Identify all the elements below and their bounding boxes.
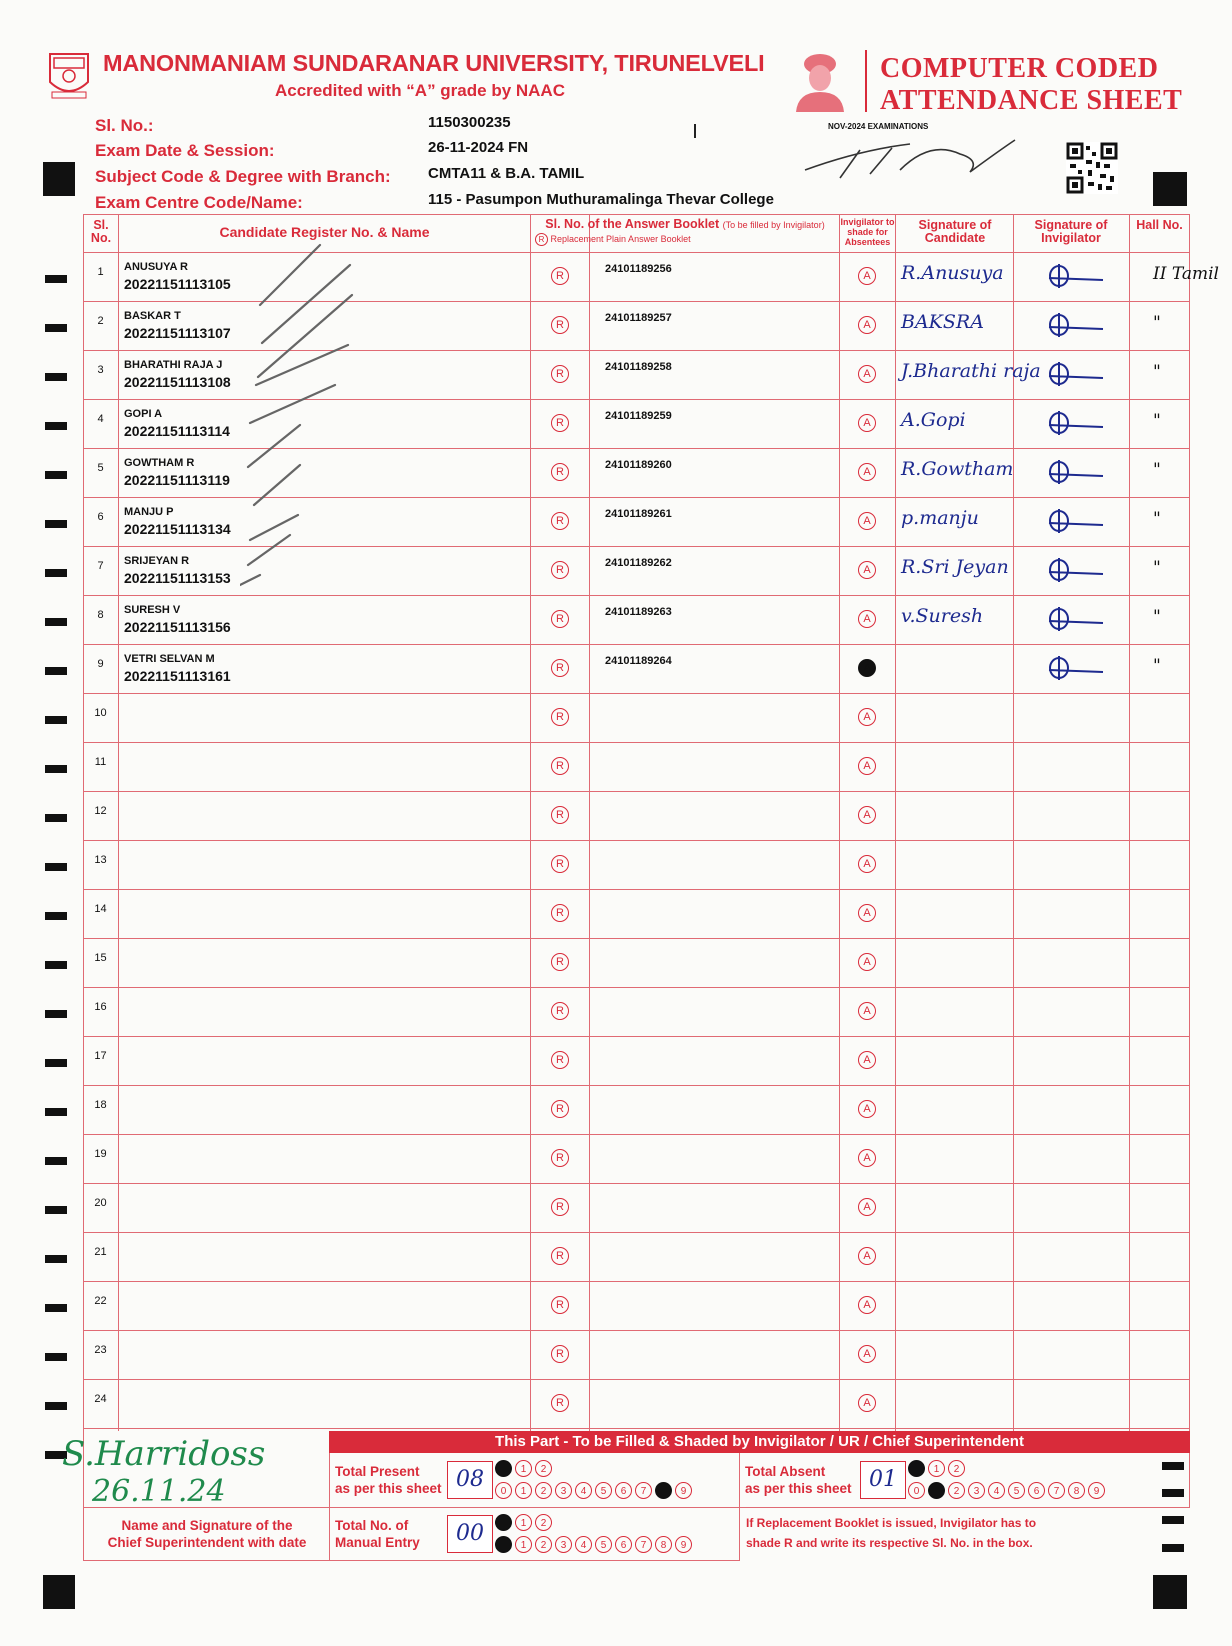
digit-bubble[interactable] <box>928 1482 945 1499</box>
row-sl-no: 12 <box>94 805 107 817</box>
exam-period: NOV-2024 EXAMINATIONS <box>828 122 929 131</box>
invigilator-signature <box>1043 311 1113 344</box>
hall-number: " <box>1153 411 1161 431</box>
digit-bubble[interactable]: 4 <box>575 1536 592 1553</box>
absent-bubble[interactable]: A <box>858 512 876 530</box>
corner-marker-bottom-left <box>43 1575 75 1609</box>
booklet-number: 24101189263 <box>605 606 672 618</box>
table-row <box>83 938 1190 987</box>
digit-bubble[interactable]: 0 <box>908 1482 925 1499</box>
subject-label: Subject Code & Degree with Branch: <box>95 167 391 186</box>
absent-bubble[interactable]: A <box>858 365 876 383</box>
replacement-bubble[interactable]: R <box>551 463 569 481</box>
table-row <box>83 889 1190 938</box>
subject-value: CMTA11 & B.A. TAMIL <box>428 165 585 182</box>
absent-bubble[interactable]: A <box>858 561 876 579</box>
manual-entry-label: Total No. of Manual Entry <box>335 1518 420 1550</box>
booklet-number: 24101189256 <box>605 263 672 275</box>
corner-marker-bottom-right <box>1153 1575 1187 1609</box>
hall-number: II Tamil <box>1153 264 1219 284</box>
replacement-bubble[interactable]: R <box>551 659 569 677</box>
replacement-note: If Replacement Booklet is issued, Invigilator has to shade R and write its respective Sl. No. in the box. <box>746 1516 1037 1550</box>
timing-mark <box>45 1353 67 1361</box>
hall-number: " <box>1153 509 1161 529</box>
replacement-bubble[interactable]: R <box>551 561 569 579</box>
timing-mark <box>45 324 67 332</box>
pencil-strokes <box>240 235 370 620</box>
candidate-name: SURESH V <box>124 604 181 616</box>
chief-signature: S.Harridoss <box>62 1434 266 1474</box>
candidate-signature: p.manju <box>901 507 979 529</box>
invigilator-signature <box>1043 409 1113 442</box>
candidate-name: GOPI A <box>124 408 163 420</box>
replacement-bubble[interactable]: R <box>551 1100 569 1118</box>
header-sl-no: Sl. No. <box>90 218 112 245</box>
digit-bubble[interactable]: 7 <box>635 1482 652 1499</box>
row-sl-no: 17 <box>94 1050 107 1062</box>
absent-bubble[interactable]: A <box>858 267 876 285</box>
chief-date: 26.11.24 <box>92 1474 226 1509</box>
digit-bubble[interactable] <box>495 1460 512 1477</box>
timing-mark <box>45 912 67 920</box>
tick-mark <box>694 124 696 138</box>
timing-mark <box>45 765 67 773</box>
digit-bubble[interactable]: 6 <box>1028 1482 1045 1499</box>
row-sl-no: 1 <box>97 266 104 278</box>
replacement-bubble[interactable]: R <box>551 708 569 726</box>
row-sl-no: 20 <box>94 1197 107 1209</box>
digit-bubble[interactable] <box>495 1514 512 1531</box>
digit-bubble[interactable]: 2 <box>535 1482 552 1499</box>
candidate-name: BASKAR T <box>124 310 181 322</box>
absent-bubble[interactable]: A <box>858 708 876 726</box>
sheet-title: COMPUTER CODED ATTENDANCE SHEET <box>880 53 1183 116</box>
absent-bubble[interactable]: A <box>858 659 876 677</box>
digit-bubble[interactable]: 2 <box>535 1514 552 1531</box>
register-number: 20221151113119 <box>124 472 230 488</box>
absent-bubble[interactable]: A <box>858 1149 876 1167</box>
replacement-bubble[interactable]: R <box>551 610 569 628</box>
register-number: 20221151113161 <box>124 668 231 684</box>
row-sl-no: 16 <box>94 1001 107 1013</box>
register-number: 20221151113105 <box>124 276 231 292</box>
candidate-signature: v.Suresh <box>901 605 984 627</box>
absent-bubble[interactable]: A <box>858 1100 876 1118</box>
timing-mark <box>45 471 67 479</box>
digit-bubble[interactable]: 3 <box>968 1482 985 1499</box>
row-sl-no: 19 <box>94 1148 107 1160</box>
total-absent-box[interactable]: 01 <box>860 1461 906 1499</box>
digit-bubble[interactable]: 9 <box>1088 1482 1105 1499</box>
register-number: 20221151113153 <box>124 570 231 586</box>
booklet-number: 24101189261 <box>605 508 672 520</box>
digit-bubble[interactable]: 3 <box>555 1482 572 1499</box>
timing-mark <box>45 716 67 724</box>
invigilator-signature <box>1043 605 1113 638</box>
table-row <box>83 1330 1190 1379</box>
table-row <box>83 644 1190 693</box>
hall-number: " <box>1153 362 1161 382</box>
header-signature-candidate: Signature of Candidate <box>918 218 992 245</box>
row-sl-no: 18 <box>94 1099 107 1111</box>
replacement-bubble[interactable]: R <box>551 1247 569 1265</box>
digit-bubble[interactable]: 2 <box>535 1536 552 1553</box>
digit-bubble[interactable]: 2 <box>948 1460 965 1477</box>
replacement-bubble[interactable]: R <box>551 1296 569 1314</box>
table-row <box>83 1379 1190 1428</box>
absent-bubble[interactable]: A <box>858 904 876 922</box>
register-number: 20221151113107 <box>124 325 231 341</box>
candidate-signature: J.Bharathi raja <box>901 360 1041 382</box>
table-row <box>83 791 1190 840</box>
digit-bubble[interactable]: 8 <box>1068 1482 1085 1499</box>
candidate-signature: R.Sri Jeyan <box>901 556 1009 578</box>
corner-marker-top-right <box>1153 172 1187 206</box>
invigilator-signature <box>1043 654 1113 687</box>
booklet-number: 24101189264 <box>605 655 672 667</box>
manual-entry-box[interactable]: 00 <box>447 1515 493 1553</box>
row-sl-no: 2 <box>97 315 104 327</box>
booklet-number: 24101189260 <box>605 459 672 471</box>
digit-bubble[interactable]: 0 <box>495 1482 512 1499</box>
digit-bubble[interactable]: 9 <box>675 1482 692 1499</box>
timing-mark <box>45 1108 67 1116</box>
sl-no-value: 1150300235 <box>428 114 511 131</box>
corner-marker-top-left <box>43 162 75 196</box>
timing-mark <box>45 569 67 577</box>
digit-bubble[interactable]: 5 <box>1008 1482 1025 1499</box>
booklet-number: 24101189262 <box>605 557 672 569</box>
qr-code-icon <box>1066 142 1118 194</box>
absent-bubble[interactable]: A <box>858 1394 876 1412</box>
booklet-number: 24101189258 <box>605 361 672 373</box>
row-sl-no: 14 <box>94 903 107 915</box>
accreditation-text: Accredited with “A” grade by NAAC <box>275 81 565 100</box>
timing-mark <box>45 667 67 675</box>
row-sl-no: 9 <box>97 658 104 670</box>
digit-bubble[interactable]: 2 <box>948 1482 965 1499</box>
digit-bubble[interactable]: 1 <box>515 1536 532 1553</box>
total-absent-label: Total Absent as per this sheet <box>745 1464 852 1496</box>
total-present-units-bubbles[interactable] <box>495 1482 692 1499</box>
digit-bubble[interactable]: 6 <box>615 1536 632 1553</box>
invigilator-signature <box>1043 556 1113 589</box>
absent-bubble[interactable]: A <box>858 316 876 334</box>
timing-mark <box>45 1255 67 1263</box>
absent-bubble[interactable]: A <box>858 610 876 628</box>
register-number: 20221151113134 <box>124 521 231 537</box>
row-sl-no: 10 <box>94 707 107 719</box>
digit-bubble[interactable]: 5 <box>595 1482 612 1499</box>
register-number: 20221151113114 <box>124 423 230 439</box>
hall-number: " <box>1153 460 1161 480</box>
digit-bubble[interactable]: 2 <box>535 1460 552 1477</box>
table-row <box>83 840 1190 889</box>
timing-mark <box>45 520 67 528</box>
digit-bubble[interactable] <box>655 1482 672 1499</box>
digit-bubble[interactable]: 4 <box>575 1482 592 1499</box>
hall-number: " <box>1153 607 1161 627</box>
replacement-bubble[interactable]: R <box>551 414 569 432</box>
table-row <box>83 1036 1190 1085</box>
timing-mark <box>45 422 67 430</box>
invigilator-signature <box>1043 458 1113 491</box>
total-absent-tens-bubbles[interactable] <box>908 1460 965 1477</box>
digit-bubble[interactable]: 1 <box>515 1514 532 1531</box>
row-sl-no: 11 <box>94 756 107 768</box>
header-hall-no: Hall No. <box>1136 218 1183 232</box>
row-sl-no: 4 <box>97 413 104 425</box>
absent-bubble[interactable]: A <box>858 463 876 481</box>
header-absentees: Invigilator to shade for Absentees <box>840 217 895 247</box>
table-row <box>83 1085 1190 1134</box>
candidate-signature: R.Gowtham <box>901 458 1014 480</box>
digit-bubble[interactable]: 4 <box>988 1482 1005 1499</box>
row-sl-no: 8 <box>97 609 104 621</box>
replacement-bubble[interactable]: R <box>551 904 569 922</box>
absent-bubble[interactable]: A <box>858 1051 876 1069</box>
timing-mark <box>45 1206 67 1214</box>
digit-bubble[interactable]: 1 <box>515 1482 532 1499</box>
replacement-bubble[interactable]: R <box>551 1345 569 1363</box>
digit-bubble[interactable] <box>908 1460 925 1477</box>
header-signature-invigilator: Signature of Invigilator <box>1034 218 1108 245</box>
manual-entry-units-bubbles[interactable] <box>495 1536 692 1553</box>
candidate-signature: R.Anusuya <box>901 262 1004 284</box>
timing-mark <box>45 373 67 381</box>
replacement-bubble[interactable]: R <box>551 365 569 383</box>
absent-bubble[interactable]: A <box>858 1002 876 1020</box>
row-sl-no: 5 <box>97 462 104 474</box>
register-number: 20221151113108 <box>124 374 231 390</box>
replacement-bubble[interactable]: R <box>551 1051 569 1069</box>
timing-mark <box>45 961 67 969</box>
row-sl-no: 22 <box>94 1295 107 1307</box>
timing-mark <box>45 275 67 283</box>
table-row <box>83 1281 1190 1330</box>
replacement-bubble[interactable]: R <box>551 1198 569 1216</box>
row-sl-no: 3 <box>97 364 104 376</box>
timing-mark <box>45 1059 67 1067</box>
absent-bubble[interactable]: A <box>858 757 876 775</box>
replacement-bubble[interactable]: R <box>551 316 569 334</box>
exam-date-label: Exam Date & Session: <box>95 141 275 160</box>
timing-mark <box>45 814 67 822</box>
candidate-name: GOWTHAM R <box>124 457 195 469</box>
absent-bubble[interactable]: A <box>858 1247 876 1265</box>
absent-bubble[interactable]: A <box>858 953 876 971</box>
replacement-bubble[interactable]: R <box>551 757 569 775</box>
candidate-name: MANJU P <box>124 506 174 518</box>
replacement-bubble[interactable]: R <box>551 1149 569 1167</box>
hall-number: " <box>1153 313 1161 333</box>
hall-number: " <box>1153 558 1161 578</box>
digit-bubble[interactable] <box>495 1536 512 1553</box>
table-row <box>83 1134 1190 1183</box>
row-sl-no: 24 <box>94 1393 107 1405</box>
sl-no-label: Sl. No.: <box>95 116 154 135</box>
header-scribble <box>800 130 1030 195</box>
table-row <box>83 1232 1190 1281</box>
table-row <box>83 693 1190 742</box>
digit-bubble[interactable]: 1 <box>515 1460 532 1477</box>
timing-mark <box>45 1157 67 1165</box>
table-row <box>83 742 1190 791</box>
row-sl-no: 15 <box>94 952 107 964</box>
absent-bubble[interactable]: A <box>858 1345 876 1363</box>
university-emblem-icon <box>46 48 92 102</box>
invigilator-signature <box>1043 507 1113 540</box>
booklet-number: 24101189259 <box>605 410 672 422</box>
register-number: 20221151113156 <box>124 619 231 635</box>
absent-bubble[interactable]: A <box>858 806 876 824</box>
centre-value: 115 - Pasumpon Muthuramalinga Thevar College <box>428 191 774 208</box>
replacement-bubble[interactable]: R <box>551 806 569 824</box>
university-title: MANONMANIAM SUNDARANAR UNIVERSITY, TIRUNELVELI <box>103 50 765 76</box>
invigilator-signature <box>1043 262 1113 295</box>
digit-bubble[interactable]: 9 <box>675 1536 692 1553</box>
replacement-bubble[interactable]: R <box>551 855 569 873</box>
table-row <box>83 1183 1190 1232</box>
total-absent-units-bubbles[interactable] <box>908 1482 1105 1499</box>
timing-mark <box>45 1304 67 1312</box>
absent-bubble[interactable]: A <box>858 414 876 432</box>
portrait-icon <box>790 50 850 112</box>
candidate-name: ANUSUYA R <box>124 261 188 273</box>
total-present-box[interactable]: 08 <box>447 1461 493 1499</box>
replacement-bubble[interactable]: R <box>551 953 569 971</box>
candidate-name: BHARATHI RAJA J <box>124 359 223 371</box>
replacement-bubble[interactable]: R <box>551 267 569 285</box>
row-sl-no: 23 <box>94 1344 107 1356</box>
row-sl-no: 7 <box>97 560 104 572</box>
timing-mark <box>45 863 67 871</box>
header-divider <box>865 50 867 112</box>
absent-bubble[interactable]: A <box>858 855 876 873</box>
chief-superintendent-label: Name and Signature of the Chief Superintendent with date <box>107 1518 307 1550</box>
digit-bubble[interactable]: 7 <box>635 1536 652 1553</box>
row-sl-no: 13 <box>94 854 107 866</box>
candidate-signature: BAKSRA <box>901 311 984 333</box>
candidate-name: VETRI SELVAN M <box>124 653 215 665</box>
candidate-name: SRIJEYAN R <box>124 555 190 567</box>
total-present-label: Total Present as per this sheet <box>335 1464 442 1496</box>
timing-mark <box>45 1402 67 1410</box>
timing-mark <box>45 1010 67 1018</box>
invigilator-signature <box>1043 360 1113 393</box>
absent-bubble[interactable]: A <box>858 1296 876 1314</box>
digit-bubble[interactable]: 6 <box>615 1482 632 1499</box>
digit-bubble[interactable]: 3 <box>555 1536 572 1553</box>
digit-bubble[interactable]: 5 <box>595 1536 612 1553</box>
replacement-bubble[interactable]: R <box>551 1002 569 1020</box>
timing-mark <box>45 618 67 626</box>
booklet-number: 24101189257 <box>605 312 672 324</box>
table-row <box>83 987 1190 1036</box>
header-booklet: Sl. No. of the Answer Booklet (To be filled by Invigilator) R Replacement Plain Answer Booklet <box>531 218 839 246</box>
digit-bubble[interactable]: 1 <box>928 1460 945 1477</box>
centre-label: Exam Centre Code/Name: <box>95 193 303 212</box>
header-candidate: Candidate Register No. & Name <box>219 224 430 240</box>
absent-bubble[interactable]: A <box>858 1198 876 1216</box>
digit-bubble[interactable]: 7 <box>1048 1482 1065 1499</box>
candidate-signature: A.Gopi <box>901 409 966 431</box>
replacement-bubble[interactable]: R <box>551 1394 569 1412</box>
row-sl-no: 6 <box>97 511 104 523</box>
exam-date-value: 26-11-2024 FN <box>428 139 529 156</box>
hall-number: " <box>1153 656 1161 676</box>
total-present-tens-bubbles[interactable] <box>495 1460 552 1477</box>
panel-banner: This Part - To be Filled & Shaded by Invigilator / UR / Chief Superintendent <box>329 1431 1190 1453</box>
replacement-bubble[interactable]: R <box>551 512 569 530</box>
row-sl-no: 21 <box>94 1246 107 1258</box>
digit-bubble[interactable]: 8 <box>655 1536 672 1553</box>
manual-entry-tens-bubbles[interactable] <box>495 1514 552 1531</box>
